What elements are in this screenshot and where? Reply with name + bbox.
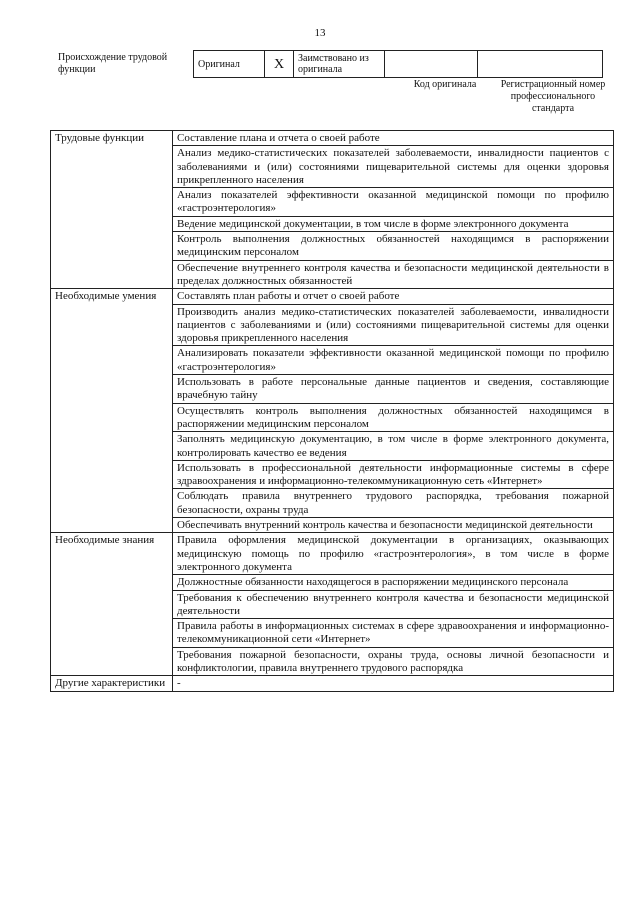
- section-item: Правила оформления медицинской документации в организациях, оказывающих медицинскую помощь по профилю «гастроэнтерология», в том числе в форме электронного документа: [173, 533, 614, 575]
- section-item: Осуществлять контроль выполнения должностных обязанностей находящимся в распоряжении медицинским персоналом: [173, 403, 614, 432]
- section-item: Анализ показателей эффективности оказанной медицинской помощи по профилю «гастроэнтерология»: [173, 188, 614, 217]
- table-row: [51, 131, 614, 146]
- reg-caption: Регистрационный номер профессионального стандарта: [500, 79, 606, 114]
- section-item: Составлять план работы и отчет о своей работе: [173, 289, 614, 304]
- section-item: Должностные обязанности находящегося в распоряжении медицинского персонала: [173, 575, 614, 590]
- code-caption: Код оригинала: [413, 79, 477, 90]
- functions-table: [50, 130, 614, 692]
- section-label: Трудовые функции: [51, 131, 173, 289]
- section-item: Обеспечение внутреннего контроля качества и безопасности медицинской деятельности в пределах должностных обязанностей: [173, 260, 614, 289]
- section-item: Составление плана и отчета о своей работе: [173, 131, 614, 146]
- section-label: Необходимые знания: [51, 533, 173, 676]
- table-row: [51, 289, 614, 304]
- origin-table: [193, 50, 603, 78]
- section-label: Другие характеристики: [51, 676, 173, 691]
- page-number: 13: [314, 27, 326, 39]
- section-item: Анализировать показатели эффективности оказанной медицинской помощи по профилю «гастроэнтерология»: [173, 346, 614, 375]
- section-item: Заполнять медицинскую документацию, в том числе в форме электронного документа, контролировать качество ее ведения: [173, 432, 614, 461]
- borrowed-cell: Заимствовано из оригинала: [294, 51, 385, 78]
- section-item: Использовать в работе персональные данные пациентов и сведения, составляющие врачебную тайну: [173, 375, 614, 404]
- origin-label: Происхождение трудовой функции: [58, 52, 168, 75]
- section-item: Производить анализ медико-статистических показателей заболеваемости, инвалидности пациентов с заболеваниями и (или) состояниями пищеварительной системы для оценки здоровья прикрепленного населения: [173, 304, 614, 346]
- section-item: Соблюдать правила внутреннего трудового распорядка, требования пожарной безопасности, охраны труда: [173, 489, 614, 518]
- section-item: Ведение медицинской документации, в том числе в форме электронного документа: [173, 216, 614, 231]
- section-item: Обеспечивать внутренний контроль качества и безопасности медицинской деятельности: [173, 518, 614, 533]
- table-row: [51, 676, 614, 691]
- section-item: -: [173, 676, 614, 691]
- section-item: Анализ медико-статистических показателей заболеваемости, инвалидности пациентов с заболеваниями и (или) состояниями пищеварительной системы для оценки здоровья прикрепленного населения: [173, 146, 614, 188]
- section-item: Контроль выполнения должностных обязанностей находящимся в распоряжении медицинским персоналом: [173, 232, 614, 261]
- section-label: Необходимые умения: [51, 289, 173, 533]
- original-cell: Оригинал: [194, 51, 265, 78]
- original-mark: X: [265, 51, 294, 78]
- reg-number-cell: [478, 51, 603, 78]
- section-item: Использовать в профессиональной деятельности информационные системы в сфере здравоохранения и информационно-телекоммуникационную сеть «Интернет»: [173, 460, 614, 489]
- table-row: [51, 533, 614, 575]
- section-item: Требования пожарной безопасности, охраны труда, основы личной безопасности и конфликтологии, правила внутреннего трудового распорядка: [173, 647, 614, 676]
- section-item: Требования к обеспечению внутреннего контроля качества и безопасности медицинской деятельности: [173, 590, 614, 619]
- code-cell: [385, 51, 478, 78]
- section-item: Правила работы в информационных системах в сфере здравоохранения и информационно-телекоммуникационной сети «Интернет»: [173, 619, 614, 648]
